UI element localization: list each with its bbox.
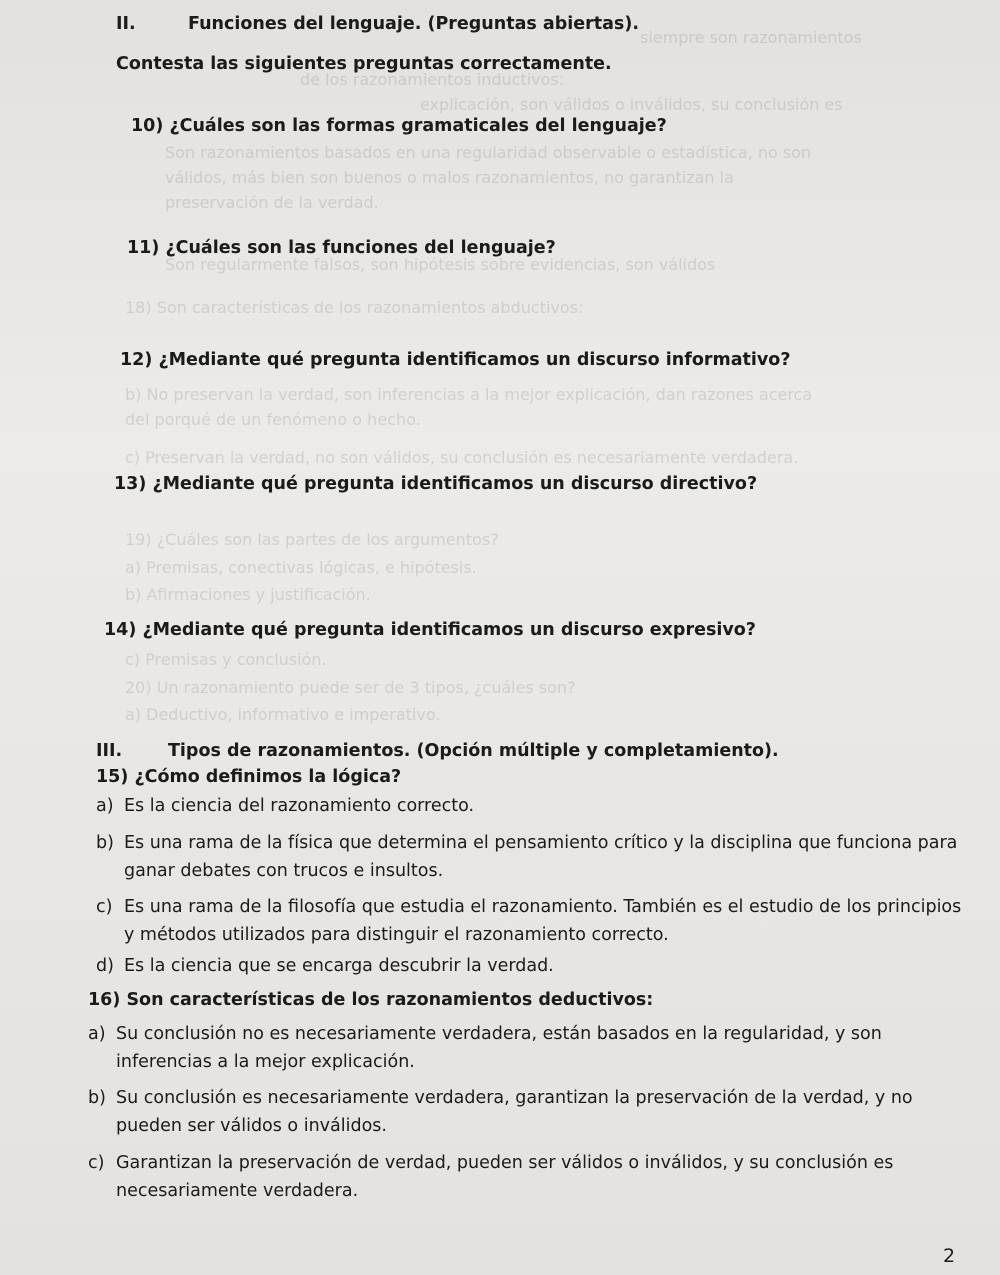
option-text: Es la ciencia que se encarga descubrir la verdad. [124, 956, 554, 976]
bleed-through-text: explicación, son válidos o inválidos, su conclusión es [420, 95, 843, 114]
answer-option[interactable] [88, 1020, 968, 1076]
answer-option[interactable] [96, 952, 966, 980]
bleed-through-text: a) Premisas, conectivas lógicas, e hipótesis. [125, 558, 477, 577]
question-11: 11) ¿Cuáles son las funciones del lenguaje? [127, 238, 556, 258]
option-letter: b) [96, 833, 114, 853]
answer-option[interactable] [96, 792, 966, 820]
option-text: Es la ciencia del razonamiento correcto. [124, 796, 475, 816]
question-12: 12) ¿Mediante qué pregunta identificamos un discurso informativo? [120, 350, 791, 370]
section-number: III. [96, 741, 123, 761]
option-letter: a) [96, 796, 114, 816]
section-number: II. [116, 14, 136, 34]
answer-option[interactable] [96, 893, 966, 949]
option-letter: c) [88, 1153, 105, 1173]
bleed-through-text: c) Preservan la verdad, no son válidos, su conclusión es necesariamente verdadera. [125, 448, 799, 467]
answer-option[interactable] [88, 1084, 938, 1140]
option-letter: d) [96, 956, 114, 976]
bleed-through-text: 20) Un razonamiento puede ser de 3 tipos, ¿cuáles son? [125, 678, 576, 697]
option-text: Es una rama de la física que determina el pensamiento crítico y la disciplina que funciona para ganar debates con trucos e insultos. [124, 833, 958, 881]
bleed-through-text: preservación de la verdad. [165, 193, 379, 212]
section-heading [96, 741, 779, 761]
option-text: Garantizan la preservación de verdad, pueden ser válidos o inválidos, y su conclusión es necesariamente verdadera. [116, 1153, 894, 1201]
bleed-through-text: b) No preservan la verdad, son inferencias a la mejor explicación, dan razones acerca [125, 385, 813, 404]
bleed-through-text: siempre son razonamientos [640, 28, 862, 47]
section-title: Tipos de razonamientos. (Opción múltiple y completamiento). [168, 741, 779, 761]
bleed-through-text: Son razonamientos basados en una regularidad observable o estadística, no son [165, 143, 812, 162]
page-number: 2 [943, 1245, 956, 1267]
bleed-through-text: 19) ¿Cuáles son las partes de los argumentos? [125, 530, 499, 549]
bleed-through-text: del porqué de un fenómeno o hecho. [125, 410, 421, 429]
option-letter: c) [96, 897, 113, 917]
answer-option[interactable] [96, 829, 966, 885]
section-title: Funciones del lenguaje. (Preguntas abiertas). [188, 14, 639, 34]
option-letter: b) [88, 1088, 106, 1108]
question-14: 14) ¿Mediante qué pregunta identificamos un discurso expresivo? [104, 620, 756, 640]
instruction-text: Contesta las siguientes preguntas correctamente. [116, 54, 612, 74]
question-15: 15) ¿Cómo definimos la lógica? [96, 767, 402, 787]
bleed-through-text: a) Deductivo, informativo e imperativo. [125, 705, 441, 724]
question-13: 13) ¿Mediante qué pregunta identificamos un discurso directivo? [114, 474, 758, 494]
bleed-through-text: c) Premisas y conclusión. [125, 650, 327, 669]
option-text: Su conclusión no es necesariamente verdadera, están basados en la regularidad, y son inferencias a la mejor explicación. [116, 1024, 882, 1072]
bleed-through-text: b) Afirmaciones y justificación. [125, 585, 371, 604]
bleed-through-text: Son regularmente falsos, son hipótesis sobre evidencias, son válidos [165, 255, 716, 274]
bleed-through-text: 18) Son características de los razonamientos abductivos: [125, 298, 584, 317]
option-letter: a) [88, 1024, 106, 1044]
question-10: 10) ¿Cuáles son las formas gramaticales del lenguaje? [131, 116, 667, 136]
bleed-through-text: válidos, más bien son buenos o malos razonamientos, no garantizan la [165, 168, 734, 187]
section-heading [116, 14, 639, 34]
option-text: Es una rama de la filosofía que estudia el razonamiento. También es el estudio de los principios y métodos utilizados para distinguir el razonamiento correcto. [124, 897, 962, 945]
option-text: Su conclusión es necesariamente verdadera, garantizan la preservación de la verdad, y no pueden ser válidos o inválidos. [116, 1088, 913, 1136]
question-16: 16) Son características de los razonamientos deductivos: [88, 990, 654, 1010]
bleed-through-text: de los razonamientos inductivos: [300, 70, 565, 89]
answer-option[interactable] [88, 1149, 908, 1205]
